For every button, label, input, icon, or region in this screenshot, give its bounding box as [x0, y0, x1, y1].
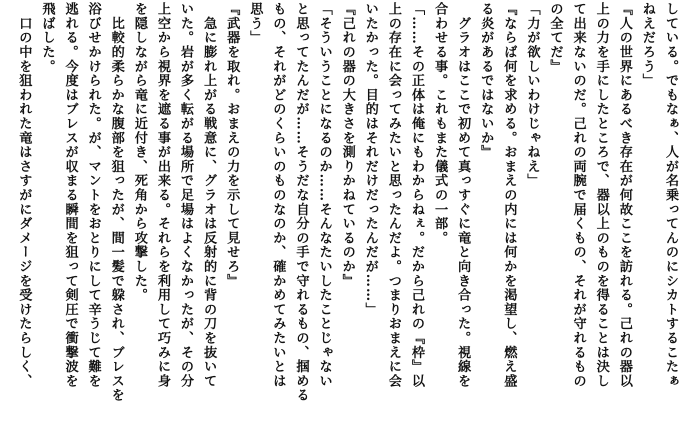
text-line: 口の中を狙われた竜はさすがにダメージを受けたらしく、 — [16, 2, 32, 389]
text-line: 『人の世界にあるべき存在が何故ここを訪れる。己れの器以 — [616, 2, 632, 389]
text-line: 「力が欲しいわけじゃねえ」 — [524, 2, 540, 188]
text-line: 『ならば何を求める。おまえの内には何かを渇望し、燃え盛 — [501, 2, 517, 389]
text-line: て出来ないのだ。己れの両腕で届くもの、それが守れるもの — [570, 2, 586, 389]
text-line: 浴びせかけられた。が、マントをおとりにして辛うじて難を — [85, 2, 101, 389]
text-line: 「……その正体は俺にもわからねぇ。だから己れの『枠』以 — [408, 2, 424, 389]
text-line: グラオはここで初めて真っすぐに竜と向き合った。視線を — [455, 2, 471, 389]
text-line: ねえだろう」 — [639, 2, 655, 88]
text-line: 上の力を手にしたところで、器以上のものを得ることは決し — [593, 2, 609, 389]
text-line: と思ってたんだが……そうだな自分の手で守れるもの、掴める — [293, 2, 309, 403]
text-line: の全てだ』 — [547, 2, 563, 74]
text-line: 合わせる事。これもまた儀式の一部。 — [432, 2, 448, 246]
text-line: 「そういうことになるのか……そんなたいしたことじゃない — [316, 2, 332, 389]
text-line: 比較的柔らかな腹部を狙ったが、間一髪で躱され、ブレスを — [108, 2, 124, 403]
text-line: 急に膨れ上がる戦意に、グラオは反射的に背の刀を抜いて — [201, 2, 217, 389]
text-line: いた。岩が多く転がる場所で足場はよくなかったが、その分 — [178, 2, 194, 389]
text-line: 飛ばした。 — [39, 2, 55, 74]
text-line: 『己れの器の大きさを測りかねているのか』 — [339, 2, 355, 288]
text-line: いたかった。目的はそれだけだったんだが……」 — [362, 2, 378, 317]
vertical-text-block — [12, 2, 682, 442]
text-line: 上の存在に会ってみたいと思ったんだよ。つまりおまえに会 — [385, 2, 401, 389]
text-line: 思う」 — [247, 2, 263, 45]
text-line: もの、それがどのくらいのものなのか、確かめてみたいとは — [270, 2, 286, 389]
text-line: 『武器を取れ。おまえの力を示して見せろ』 — [224, 2, 240, 288]
text-line: を隠しながら竜に近付き、死角から攻撃した。 — [131, 2, 147, 303]
text-line: 逃れる。今度はブレスが収まる瞬間を狙って剣圧で衝撃波を — [62, 2, 78, 389]
text-line: している。でもなぁ、人が名乗ってんのにシカトするこたぁ — [663, 2, 678, 389]
text-line: 上空から視界を遮る事が出来る。それらを利用して巧みに身 — [154, 2, 170, 389]
text-line: る炎があるではないか』 — [478, 2, 494, 160]
